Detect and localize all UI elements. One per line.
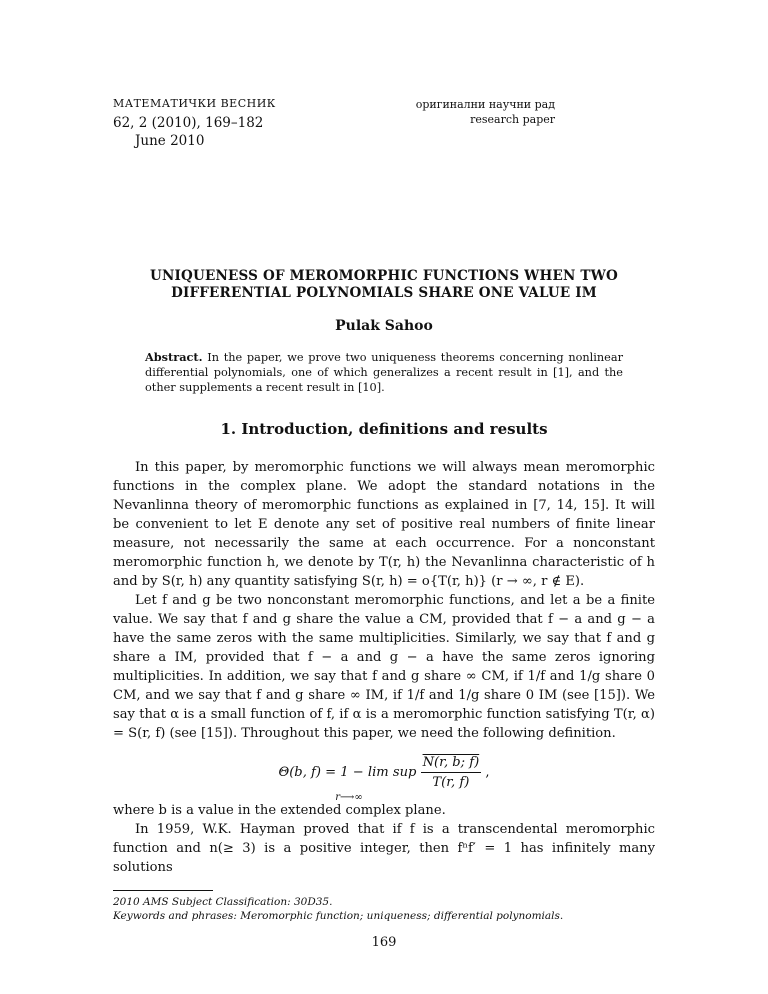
page-number: 169 <box>371 935 397 950</box>
formula-block <box>113 743 655 801</box>
formula-denominator: T(r, f) <box>432 775 470 790</box>
footnote-rule <box>113 890 213 891</box>
footnote-msc: 2010 AMS Subject Classification: 30D35. <box>113 896 333 908</box>
body-text <box>113 458 655 877</box>
formula-lhs: Θ(b, f) = 1 − lim sup <box>278 765 417 780</box>
journal-name: МАТЕМАТИЧКИ ВЕСНИК <box>113 97 276 110</box>
title-line-2: DIFFERENTIAL POLYNOMIALS SHARE ONE VALUE IM <box>171 285 597 301</box>
title-line-1: UNIQUENESS OF MEROMORPHIC FUNCTIONS WHEN TWO <box>150 268 618 284</box>
section-heading: 1. Introduction, definitions and results <box>220 420 548 438</box>
abstract-label: Abstract. <box>145 350 203 364</box>
abstract-text: In the paper, we prove two uniqueness theorems concerning nonlinear differential polynomials, one of which generalizes a recent result in [1], and the other supplements a recent result in [10]. <box>145 351 623 394</box>
formula-tail: , <box>485 765 490 780</box>
paper-title <box>100 268 668 302</box>
paper-type-native: оригинални научни рад <box>415 98 555 111</box>
paragraph-2: Let f and g be two nonconstant meromorphic functions, and let a be a finite value. We say that f and g share the value a CM, provided that f − a and g − a have the same zeros with the same multiplicities. Similarly, we say that f and g share a IM, provided that f − a and g − a have the same zeros ignoring multiplicities. In addition, we say that f and g share ∞ CM, if 1/f and 1/g share 0 CM, and we say that f and g share ∞ IM, if 1/f and 1/g share 0 IM (see [15]). We say that α is a small function of f, if α is a meromorphic function satisfying T(r, α) = S(r, f) (see [15]). Throughout this paper, we need the following definition. <box>113 593 655 741</box>
formula-limit-subscript: r⟶∞ <box>335 792 363 803</box>
paragraph-1: In this paper, by meromorphic functions we will always mean meromorphic functions in the complex plane. We adopt the standard notations in the Nevanlinna theory of meromorphic functions as explained in [7, 14, 15]. It will be convenient to let E denote any set of positive real numbers of finite linear measure, not necessarily the same at each occurrence. For a nonconstant meromorphic function h, we denote by T(r, h) the Nevanlinna characteristic of h and by S(r, h) any quantity satisfying S(r, h) = o{T(r, h)} (r → ∞, r ∉ E). <box>113 460 655 589</box>
paragraph-4: In 1959, W.K. Hayman proved that if f is a transcendental meromorphic function and n(≥ 3) is a positive integer, then fⁿf′ = 1 has infinitely many solutions <box>113 822 655 875</box>
abstract <box>145 350 623 395</box>
paragraph-3: where b is a value in the extended complex plane. <box>113 803 446 818</box>
paper-type-en: research paper <box>470 113 555 126</box>
author-name: Pulak Sahoo <box>335 318 433 334</box>
journal-date: June 2010 <box>135 133 205 149</box>
footnotes <box>113 895 673 923</box>
paper-type <box>416 97 555 127</box>
formula-fraction <box>421 753 482 792</box>
journal-header <box>113 97 313 149</box>
formula-numerator: N(r, b; f) <box>421 753 482 773</box>
theta-definition <box>113 753 655 807</box>
journal-volume: 62, 2 (2010), 169–182 <box>113 115 264 131</box>
footnote-keywords: Keywords and phrases: Meromorphic function; uniqueness; differential polynomials. <box>113 910 564 922</box>
